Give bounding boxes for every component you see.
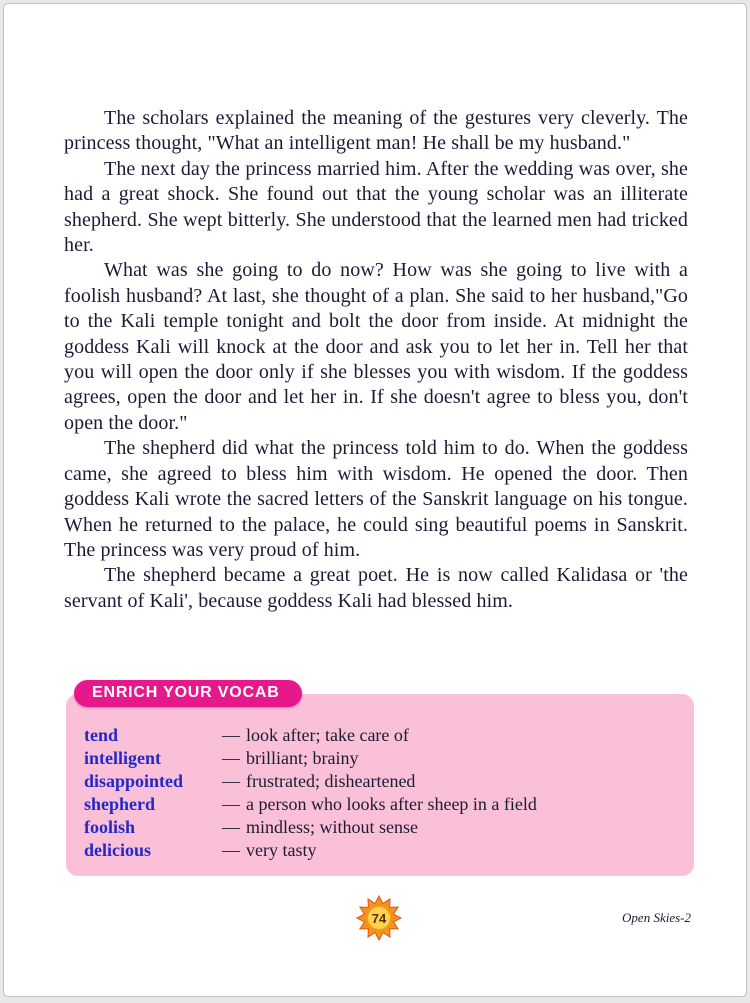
story-paragraph: The scholars explained the meaning of the gestures very cleverly. The princess thought, "What an intelligent man! He shall be my husband." [64, 107, 688, 155]
vocab-definition: frustrated; disheartened [246, 771, 416, 791]
starburst-icon [355, 894, 403, 942]
vocab-row [84, 747, 680, 770]
vocab-definition: mindless; without sense [246, 817, 418, 837]
vocab-definition: look after; take care of [246, 725, 409, 745]
vocab-word: delicious [84, 840, 152, 860]
vocab-box [66, 684, 694, 876]
vocab-word: shepherd [84, 794, 156, 814]
vocab-definition: very tasty [246, 840, 317, 860]
book-title: Open Skies-2 [622, 910, 691, 925]
vocab-definition: a person who looks after sheep in a field [246, 794, 537, 814]
story-paragraph: The shepherd did what the princess told him to do. When the goddess came, she agreed to bless him with wisdom. He opened the door. Then goddess Kali wrote the sacred letters of the Sanskrit language on his tongue. When he returned to the palace, he could sing beautiful poems in Sanskrit. The princess was very proud of him. [64, 437, 688, 561]
page-number: 74 [371, 911, 387, 926]
vocab-word: disappointed [84, 771, 184, 791]
page-number-badge [355, 894, 403, 942]
book-page [3, 3, 747, 997]
vocab-dash: — [222, 771, 240, 791]
vocab-row [84, 793, 680, 816]
vocab-dash: — [222, 817, 240, 837]
vocab-dash: — [222, 794, 240, 814]
vocab-list [84, 724, 680, 862]
vocab-row [84, 770, 680, 793]
vocab-word: tend [84, 725, 119, 745]
vocab-row [84, 816, 680, 839]
vocab-dash: — [222, 840, 240, 860]
story-paragraph: The next day the princess married him. After the wedding was over, she had a great shock. She found out that the young scholar was an illiterate shepherd. She wept bitterly. She understood that the learned men had tricked her. [64, 157, 688, 257]
vocab-word: foolish [84, 817, 136, 837]
story-paragraph: The shepherd became a great poet. He is now called Kalidasa or 'the servant of Kali', because goddess Kali had blessed him. [64, 564, 688, 612]
vocab-definition: brilliant; brainy [246, 748, 359, 768]
story-text [64, 106, 688, 614]
vocab-row [84, 724, 680, 747]
vocab-header-badge: ENRICH YOUR VOCAB [74, 680, 302, 707]
vocab-word: intelligent [84, 748, 161, 768]
story-paragraph: What was she going to do now? How was she going to live with a foolish husband? At last, she thought of a plan. She said to her husband,"Go to the Kali temple tonight and bolt the door from inside. At midnight the goddess Kali will knock at the door and ask you to let her in. Tell her that you will open the door only if she blesses you with wisdom. If the goddess agrees, open the door and let her in. If she doesn't agree to bless you, don't open the door." [64, 259, 688, 434]
vocab-row [84, 839, 680, 862]
vocab-dash: — [222, 725, 240, 745]
vocab-dash: — [222, 748, 240, 768]
